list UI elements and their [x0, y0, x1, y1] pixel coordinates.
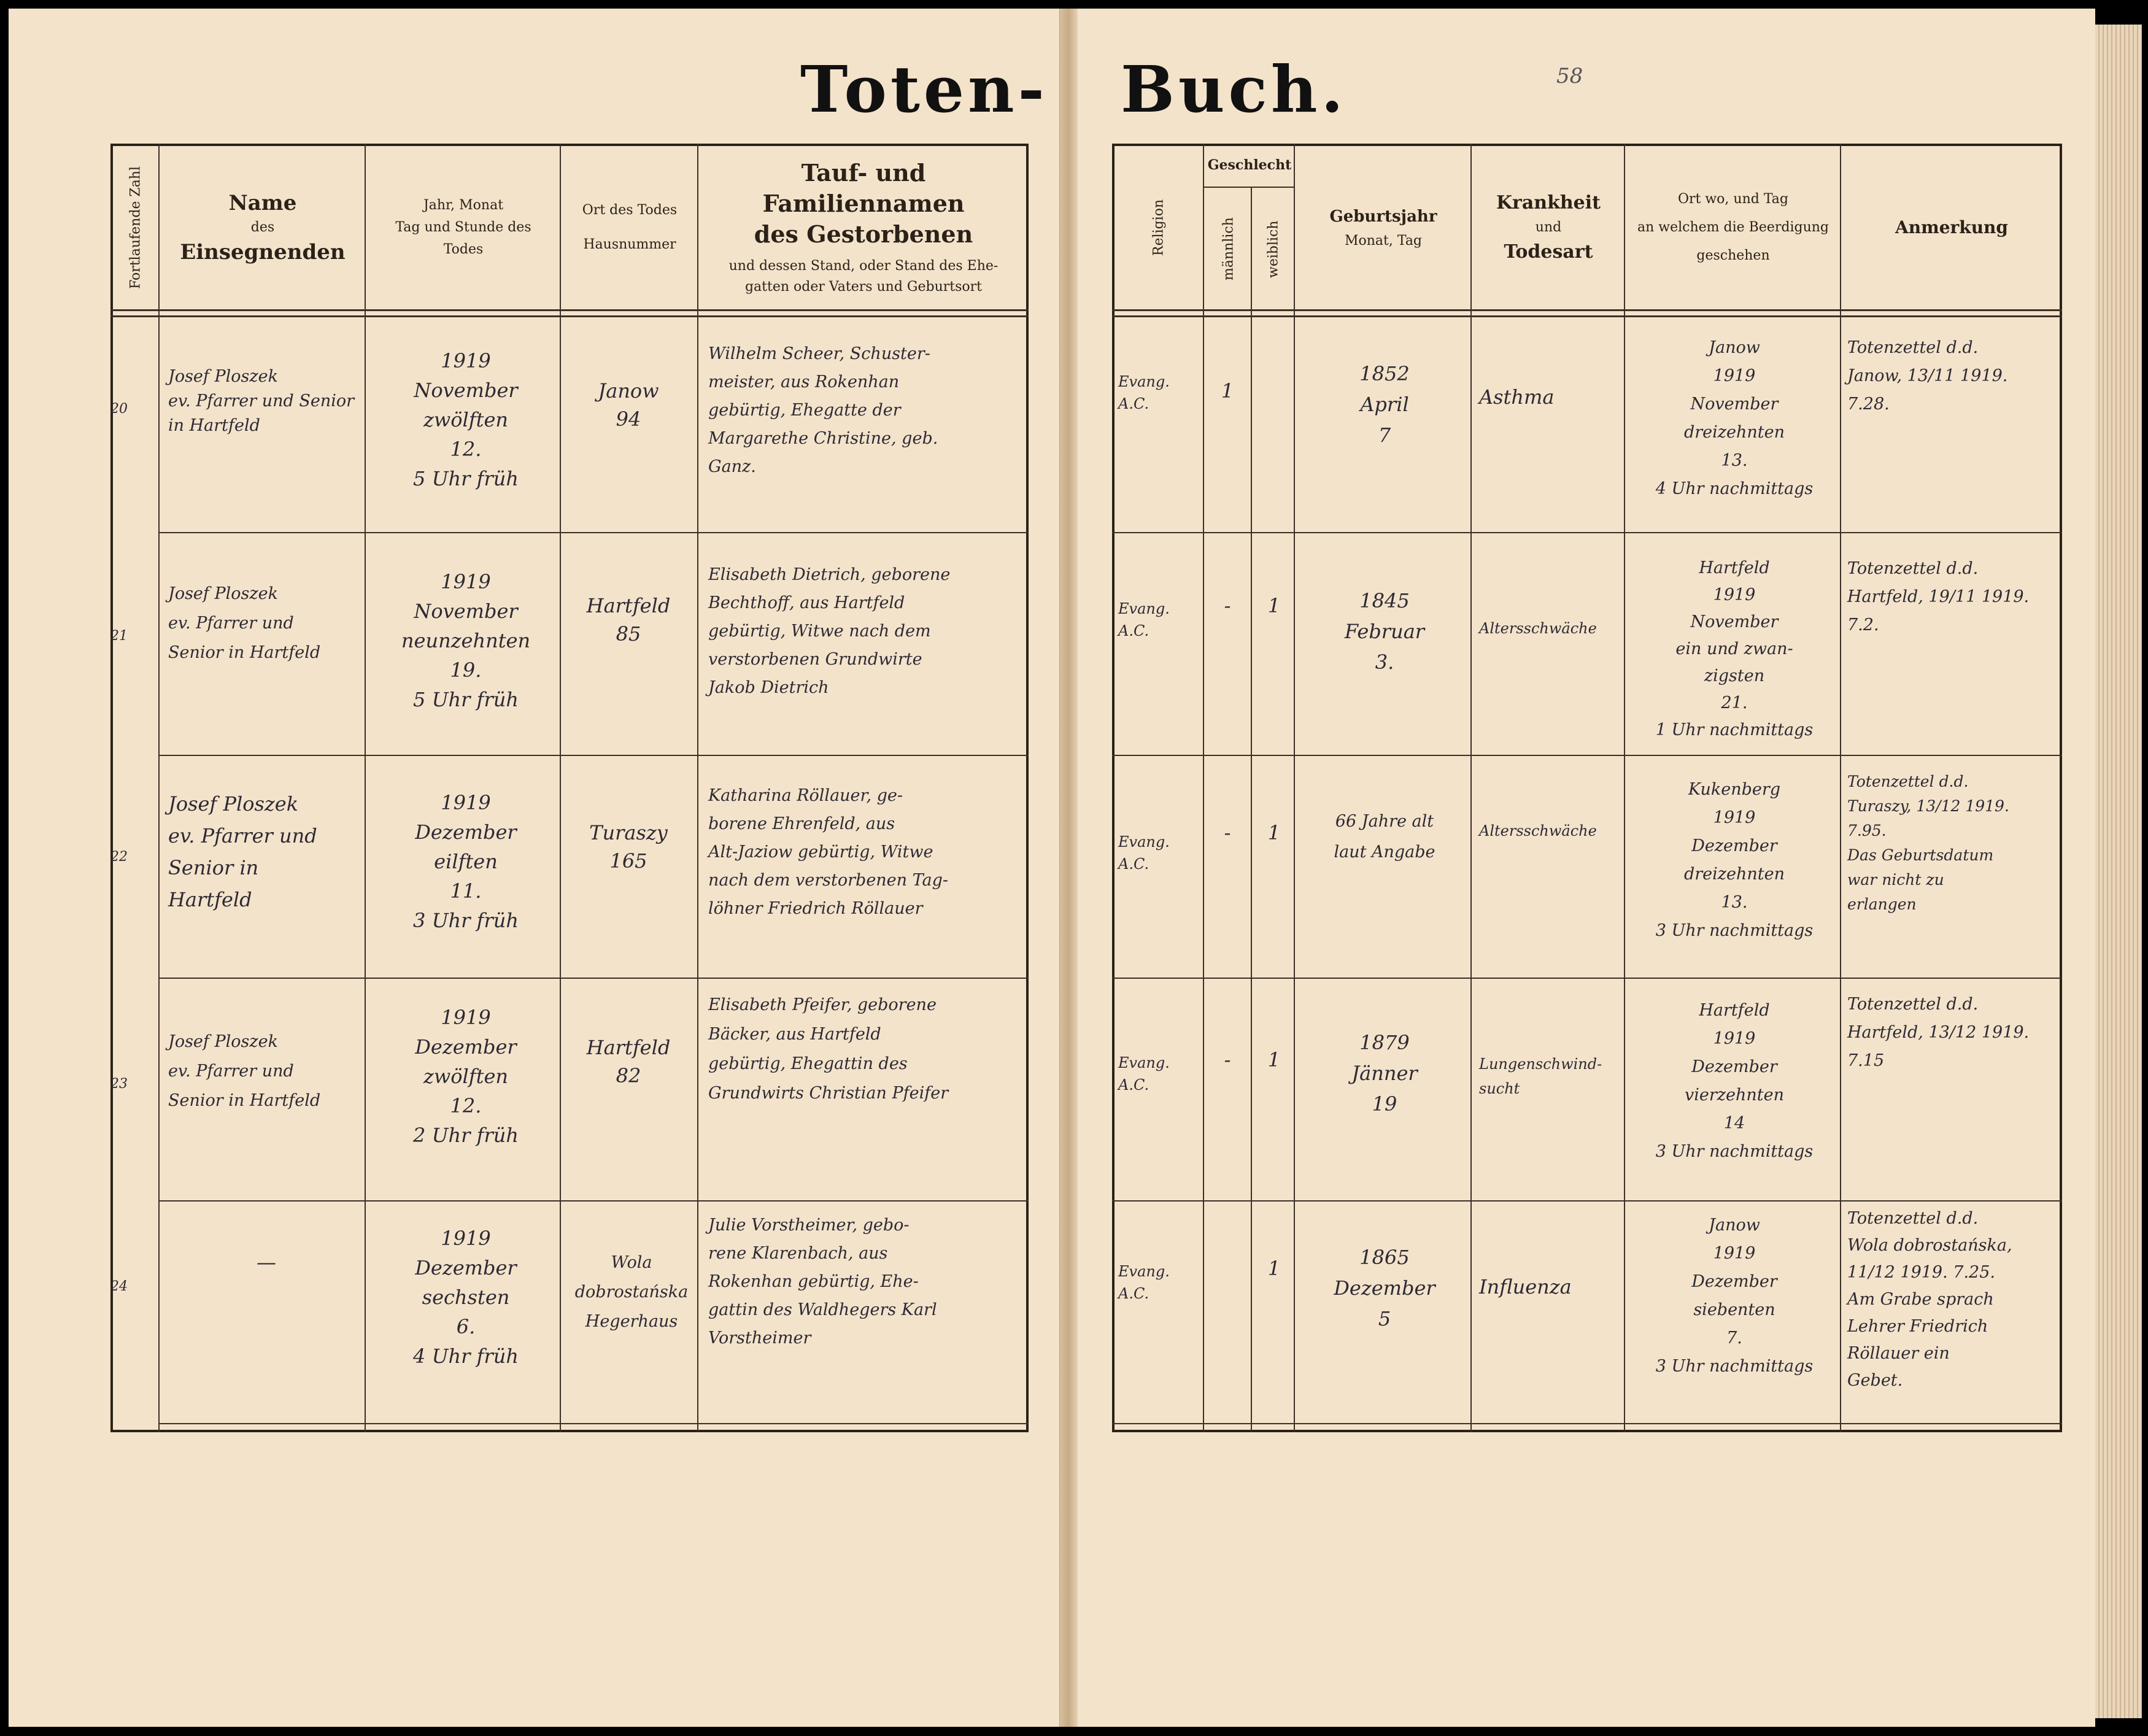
entry-date: 1919 November zwölften 12. 5 Uhr früh — [413, 349, 519, 490]
entry-num: 22 — [110, 849, 128, 865]
page-edges — [2095, 25, 2142, 1718]
header-illness-main: Krankheit — [1496, 192, 1601, 214]
col-place — [561, 144, 698, 1432]
left-page — [9, 9, 1060, 1727]
folio-number: 58 — [1556, 64, 1583, 88]
entry-num: 21 — [110, 628, 128, 644]
entry-date: 1919 Dezember zwölften 12. 2 Uhr früh — [413, 1006, 519, 1147]
header-name-sub: Einsegnenden — [180, 240, 346, 264]
col-religion — [1112, 144, 1204, 1432]
entry-place: Janow 94 — [598, 379, 659, 431]
col-illness — [1472, 144, 1625, 1432]
header-name — [161, 147, 365, 308]
header-line — [110, 309, 1029, 311]
header-name-mid: des — [250, 220, 275, 235]
header-religion: Religion — [1151, 199, 1167, 257]
entry-deceased: Katharina Röllauer, ge- borene Ehrenfeld, aus Alt-Jaziow gebürtig, Witwe nach dem verstorbenen Tag- löhner Friedrich Röllauer — [708, 786, 949, 918]
header-name-main: Name — [228, 191, 297, 215]
entry-burial: Hartfeld 1919 Dezember vierzehnten 14 3 Uhr nachmittags — [1655, 1001, 1814, 1161]
entry-female: 1 — [1267, 1048, 1281, 1071]
header-line-2 — [1112, 315, 2062, 317]
header-num: Fortlaufende Zahl — [128, 166, 144, 290]
entry-place: Turaszy 165 — [589, 821, 668, 873]
header-date: Jahr, Monat Tag und Stunde des Todes — [395, 198, 531, 257]
entry-illness: Altersschwäche — [1479, 822, 1597, 839]
entry-birth: 1852 April 7 — [1359, 362, 1410, 447]
row-line — [160, 1200, 1029, 1202]
entry-officiant: — — [257, 1251, 276, 1274]
entry-illness: Influenza — [1479, 1275, 1572, 1298]
entry-num: 20 — [110, 401, 128, 417]
header-gender: Geschlecht — [1207, 157, 1292, 173]
entry-remark: Totenzettel d.d. Hartfeld, 19/11 1919. 7.2. — [1847, 559, 2030, 635]
entry-place: Wola dobrostańska Hegerhaus — [574, 1253, 689, 1331]
entry-date: 1919 Dezember sechsten 6. 4 Uhr früh — [413, 1227, 519, 1368]
entry-remark: Totenzettel d.d. Janow, 13/11 1919. 7.28. — [1847, 338, 2008, 414]
entry-religion: Evang. A.C. — [1118, 373, 1170, 412]
entry-male: - — [1224, 594, 1231, 617]
entry-female: 1 — [1267, 821, 1281, 844]
entry-officiant: Josef Ploszek ev. Pfarrer und Senior in Hartfeld — [168, 792, 317, 911]
header-place: Ort des Todes Hausnummer — [582, 203, 678, 252]
row-line — [160, 978, 1029, 979]
row-line — [1112, 755, 2062, 756]
entry-burial: Janow 1919 Dezember siebenten 7. 3 Uhr nachmittags — [1655, 1216, 1814, 1376]
title-right: Buch. — [1121, 52, 1347, 127]
entry-num: 23 — [110, 1076, 128, 1092]
entry-illness: Lungenschwind- sucht — [1479, 1055, 1602, 1097]
entry-burial: Kukenberg 1919 Dezember dreizehnten 13. 3 Uhr nachmittags — [1655, 780, 1814, 940]
entry-date: 1919 Dezember eilften 11. 3 Uhr früh — [413, 791, 519, 932]
entry-officiant: Josef Ploszek ev. Pfarrer und Senior in Hartfeld — [168, 1032, 321, 1110]
header-illness — [1473, 147, 1624, 308]
entry-remark: Totenzettel d.d. Turaszy, 13/12 1919. 7.95. Das Geburtsdatum war nicht zu erlangen — [1847, 773, 2009, 913]
entry-illness: Asthma — [1479, 385, 1555, 409]
entry-place: Hartfeld 82 — [586, 1036, 671, 1087]
row-line — [160, 755, 1029, 756]
gender-line — [1204, 187, 1295, 188]
entry-birth: 1865 Dezember 5 — [1334, 1246, 1435, 1330]
entry-male: - — [1224, 821, 1231, 844]
header-line — [1112, 309, 2062, 311]
header-remark: Anmerkung — [1895, 217, 2008, 237]
row-line — [160, 1423, 1029, 1424]
entry-religion: Evang. A.C. — [1118, 600, 1170, 639]
header-birth-main: Geburtsjahr — [1329, 207, 1437, 226]
header-birth — [1296, 147, 1470, 308]
entry-male: - — [1224, 1048, 1231, 1071]
entry-birth: 1845 Februar 3. — [1344, 589, 1425, 674]
header-birth-sub: Monat, Tag — [1344, 233, 1423, 249]
title-left: Toten- — [800, 52, 1048, 127]
entry-deceased: Elisabeth Dietrich, geborene Bechthoff, aus Hartfeld gebürtig, Witwe nach dem verstorbenen Grundwirte Jakob Dietrich — [708, 565, 951, 697]
header-line-2 — [110, 315, 1029, 317]
entry-remark: Totenzettel d.d. Hartfeld, 13/12 1919. 7.15 — [1847, 995, 2030, 1070]
col-birth — [1295, 144, 1472, 1432]
entry-religion: Evang. A.C. — [1118, 1263, 1170, 1302]
header-male: männlich — [1221, 217, 1237, 281]
entry-deceased: Wilhelm Scheer, Schuster- meister, aus Rokenhan gebürtig, Ehegatte der Margarethe Christine, geb. Ganz. — [708, 344, 938, 476]
entry-birth: 1879 Jänner 19 — [1351, 1031, 1418, 1116]
row-line — [1112, 978, 2062, 979]
entry-religion: Evang. A.C. — [1118, 833, 1170, 873]
entry-deceased: Julie Vorstheimer, gebo- rene Klarenbach, aus Rokenhan gebürtig, Ehe- gattin des Waldhegers Karl Vorstheimer — [708, 1216, 937, 1348]
col-female — [1252, 144, 1295, 1432]
entry-burial: Janow 1919 November dreizehnten 13. 4 Uhr nachmittags — [1655, 338, 1814, 498]
entry-burial: Hartfeld 1919 November ein und zwan- zigsten 21. 1 Uhr nachmittags — [1655, 558, 1814, 739]
header-deceased-sub: und dessen Stand, oder Stand des Ehe- gatten oder Vaters und Geburtsort — [728, 258, 999, 295]
entry-birth: 66 Jahre alt laut Angabe — [1334, 812, 1435, 862]
row-line — [1112, 1423, 2062, 1424]
entry-male: 1 — [1221, 379, 1234, 403]
header-illness-mid: und — [1535, 220, 1562, 235]
header-burial: Ort wo, und Tag an welchem die Beerdigung geschehen — [1637, 191, 1829, 263]
row-line — [1112, 532, 2062, 533]
entry-officiant: Josef Ploszek ev. Pfarrer und Senior in Hartfeld — [168, 367, 355, 435]
entry-date: 1919 November neunzehnten 19. 5 Uhr früh — [401, 570, 531, 711]
entry-religion: Evang. A.C. — [1118, 1054, 1170, 1094]
entry-num: 24 — [110, 1279, 128, 1294]
row-line — [1112, 1200, 2062, 1202]
header-female: weiblich — [1265, 220, 1281, 278]
book-gutter — [1059, 9, 1078, 1727]
entry-illness: Altersschwäche — [1479, 620, 1597, 637]
row-line — [160, 532, 1029, 533]
entry-remark: Totenzettel d.d. Wola dobrostańska, 11/12 1919. 7.25. Am Grabe sprach Lehrer Friedrich Röllauer ein Gebet. — [1847, 1209, 2012, 1390]
right-page — [1078, 9, 2095, 1727]
header-deceased-main: Tauf- und Familiennamen des Gestorbenen — [754, 159, 973, 248]
entry-deceased: Elisabeth Pfeifer, geborene Bäcker, aus Hartfeld gebürtig, Ehegattin des Grundwirts Christian Pfeifer — [708, 995, 949, 1103]
entry-female: 1 — [1267, 1257, 1281, 1280]
col-male — [1204, 187, 1252, 1432]
entry-officiant: Josef Ploszek ev. Pfarrer und Senior in Hartfeld — [168, 584, 321, 662]
header-deceased — [700, 147, 1027, 308]
entry-place: Hartfeld 85 — [586, 594, 671, 646]
entry-female: 1 — [1267, 594, 1281, 617]
header-illness-sub: Todesart — [1504, 241, 1593, 263]
col-num — [110, 144, 160, 1432]
